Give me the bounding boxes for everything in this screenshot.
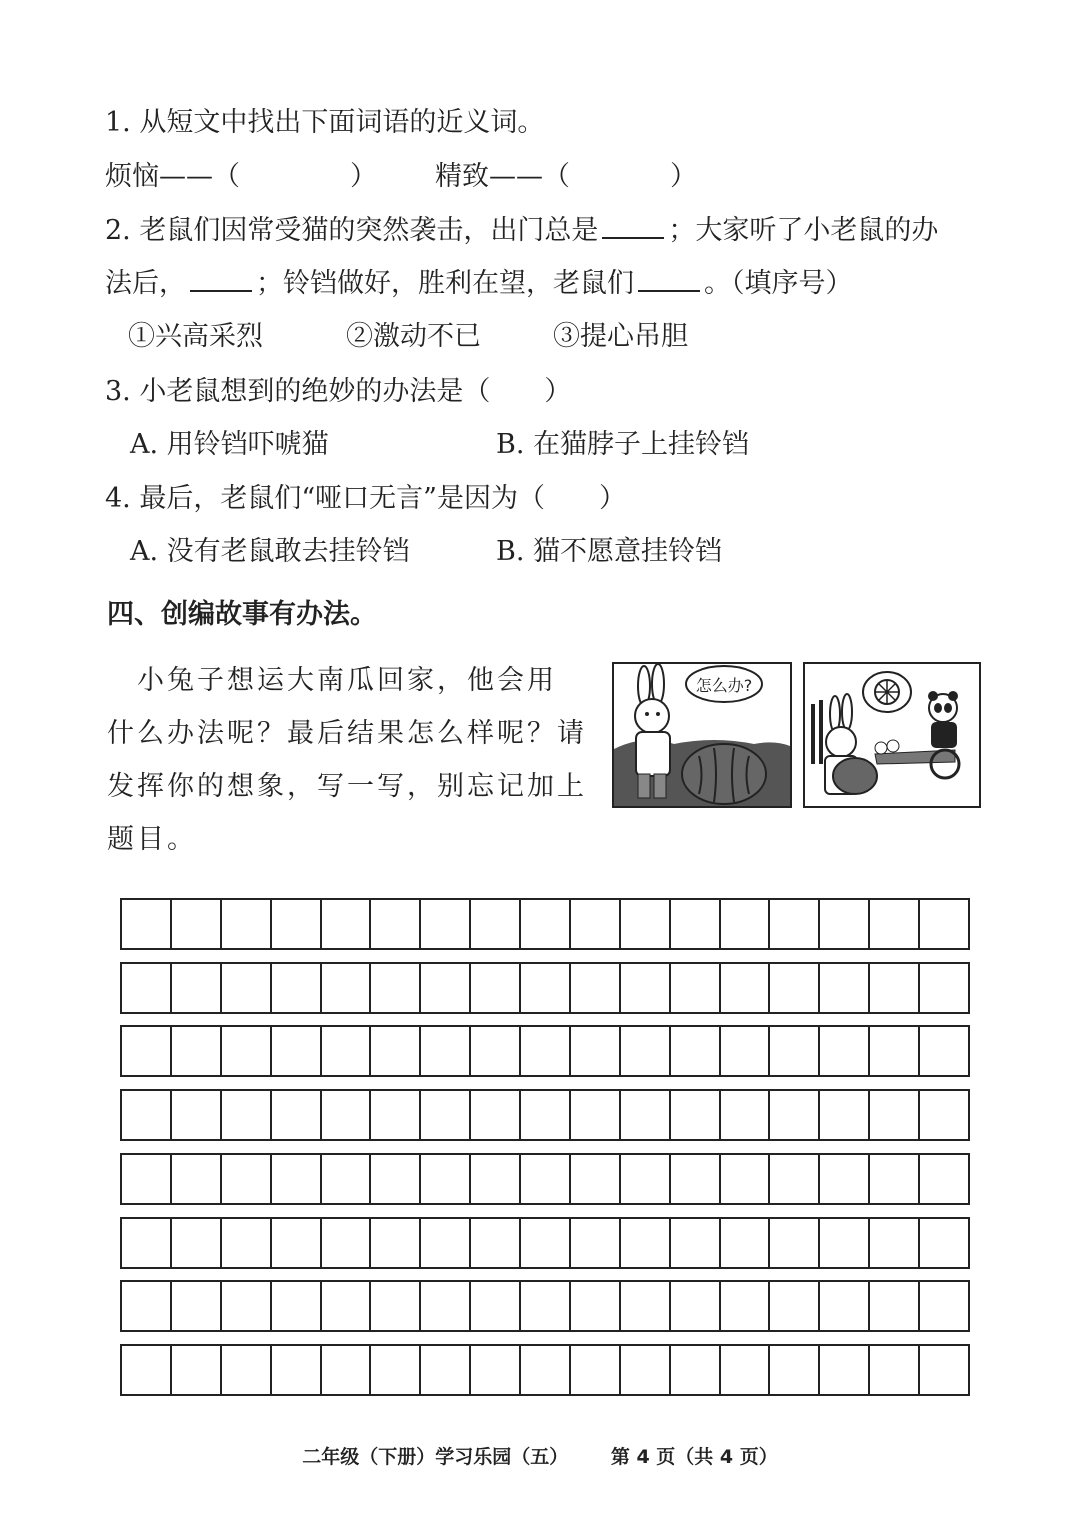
grid-cell[interactable]	[421, 964, 471, 1012]
grid-row	[120, 1280, 970, 1332]
grid-cell[interactable]	[322, 1091, 372, 1139]
grid-cell[interactable]	[671, 1155, 721, 1203]
grid-cell[interactable]	[671, 1027, 721, 1075]
grid-cell[interactable]	[521, 1155, 571, 1203]
grid-cell[interactable]	[870, 1346, 920, 1394]
grid-cell[interactable]	[671, 900, 721, 948]
grid-cell[interactable]	[571, 1219, 621, 1267]
q1-prompt: 1. 从短文中找出下面词语的近义词。	[105, 107, 545, 138]
grid-cell[interactable]	[521, 964, 571, 1012]
grid-cell[interactable]	[571, 900, 621, 948]
q4-option-a: A. 没有老鼠敢去挂铃铛	[130, 536, 410, 567]
grid-cell[interactable]	[521, 1346, 571, 1394]
grid-cell[interactable]	[621, 1091, 671, 1139]
grid-cell[interactable]	[571, 1346, 621, 1394]
grid-cell[interactable]	[371, 1282, 421, 1330]
grid-cell[interactable]	[421, 1155, 471, 1203]
grid-row	[120, 1153, 970, 1205]
grid-cell[interactable]	[571, 1027, 621, 1075]
grid-cell[interactable]	[471, 1155, 521, 1203]
grid-cell[interactable]	[172, 1282, 222, 1330]
grid-cell[interactable]	[920, 900, 968, 948]
grid-cell[interactable]	[770, 1346, 820, 1394]
grid-cell[interactable]	[222, 900, 272, 948]
grid-cell[interactable]	[721, 900, 771, 948]
grid-cell[interactable]	[870, 964, 920, 1012]
q3-option-a: A. 用铃铛吓唬猫	[130, 429, 329, 460]
grid-cell[interactable]	[820, 1091, 870, 1139]
grid-cell[interactable]	[870, 1091, 920, 1139]
grid-cell[interactable]	[721, 1282, 771, 1330]
q2-option-3: ③提心吊胆	[553, 321, 688, 352]
grid-cell[interactable]	[421, 900, 471, 948]
grid-cell[interactable]	[122, 1027, 172, 1075]
grid-cell[interactable]	[471, 1027, 521, 1075]
q2-line1-text-b: ；大家听了小老鼠的办	[668, 215, 939, 246]
grid-cell[interactable]	[820, 1155, 870, 1203]
q2-blank-3[interactable]	[638, 264, 700, 292]
grid-cell[interactable]	[471, 1091, 521, 1139]
grid-cell[interactable]	[920, 1027, 968, 1075]
grid-cell[interactable]	[671, 964, 721, 1012]
grid-cell[interactable]	[671, 1282, 721, 1330]
grid-cell[interactable]	[770, 1091, 820, 1139]
grid-cell[interactable]	[770, 1219, 820, 1267]
grid-cell[interactable]	[870, 900, 920, 948]
grid-cell[interactable]	[222, 964, 272, 1012]
grid-cell[interactable]	[770, 900, 820, 948]
q2-blank-2[interactable]	[190, 264, 252, 292]
grid-cell[interactable]	[322, 1346, 372, 1394]
grid-cell[interactable]	[122, 1155, 172, 1203]
grid-cell[interactable]	[222, 1091, 272, 1139]
grid-row	[120, 1089, 970, 1141]
grid-cell[interactable]	[920, 1346, 968, 1394]
grid-row	[120, 962, 970, 1014]
grid-cell[interactable]	[272, 1282, 322, 1330]
grid-cell[interactable]	[621, 964, 671, 1012]
grid-cell[interactable]	[222, 1219, 272, 1267]
grid-cell[interactable]	[272, 1219, 322, 1267]
grid-cell[interactable]	[571, 1091, 621, 1139]
grid-cell[interactable]	[172, 1155, 222, 1203]
grid-cell[interactable]	[820, 1219, 870, 1267]
q1-items	[105, 154, 697, 193]
grid-cell[interactable]	[122, 900, 172, 948]
story-line-2: 什么办法呢？最后结果怎么样呢？请	[107, 718, 587, 749]
grid-cell[interactable]	[820, 900, 870, 948]
grid-cell[interactable]	[521, 900, 571, 948]
grid-cell[interactable]	[322, 1155, 372, 1203]
grid-cell[interactable]	[621, 1027, 671, 1075]
grid-cell[interactable]	[721, 1219, 771, 1267]
q2-option-1: ①兴高采烈	[128, 321, 263, 352]
grid-cell[interactable]	[122, 1346, 172, 1394]
grid-cell[interactable]	[322, 1282, 372, 1330]
grid-cell[interactable]	[371, 1091, 421, 1139]
grid-cell[interactable]	[272, 964, 322, 1012]
rabbit-and-panda-illustration	[805, 664, 979, 806]
story-line-1: 小兔子想运大南瓜回家，他会用	[107, 665, 557, 696]
grid-cell[interactable]	[770, 1027, 820, 1075]
grid-cell[interactable]	[671, 1346, 721, 1394]
q2-line2-text-a: 法后，	[105, 268, 186, 299]
grid-cell[interactable]	[172, 1027, 222, 1075]
grid-cell[interactable]	[920, 964, 968, 1012]
grid-cell[interactable]	[421, 1346, 471, 1394]
grid-cell[interactable]	[122, 1282, 172, 1330]
grid-cell[interactable]	[371, 900, 421, 948]
q3-option-b: B. 在猫脖子上挂铃铛	[496, 429, 750, 460]
grid-cell[interactable]	[721, 1346, 771, 1394]
grid-cell[interactable]	[222, 1346, 272, 1394]
grid-cell[interactable]	[222, 1155, 272, 1203]
grid-cell[interactable]	[421, 1219, 471, 1267]
grid-cell[interactable]	[471, 1346, 521, 1394]
grid-cell[interactable]	[770, 1155, 820, 1203]
grid-cell[interactable]	[920, 1282, 968, 1330]
grid-cell[interactable]	[272, 1027, 322, 1075]
grid-cell[interactable]	[920, 1219, 968, 1267]
grid-row	[120, 1344, 970, 1396]
grid-cell[interactable]	[571, 1155, 621, 1203]
grid-cell[interactable]	[322, 1027, 372, 1075]
grid-cell[interactable]	[272, 1155, 322, 1203]
grid-cell[interactable]	[172, 1091, 222, 1139]
grid-cell[interactable]	[172, 964, 222, 1012]
q2-line2	[105, 261, 853, 300]
grid-cell[interactable]	[571, 964, 621, 1012]
grid-cell[interactable]	[521, 1091, 571, 1139]
grid-row	[120, 1217, 970, 1269]
grid-cell[interactable]	[371, 964, 421, 1012]
grid-cell[interactable]	[820, 1027, 870, 1075]
section4-heading: 四、创编故事有办法。	[107, 599, 377, 630]
grid-cell[interactable]	[471, 1219, 521, 1267]
grid-cell[interactable]	[122, 964, 172, 1012]
q4-option-b: B. 猫不愿意挂铃铛	[496, 536, 723, 567]
page-footer	[0, 1442, 1080, 1469]
grid-cell[interactable]	[272, 1091, 322, 1139]
grid-cell[interactable]	[521, 1282, 571, 1330]
grid-cell[interactable]	[621, 1155, 671, 1203]
speech-bubble-text: 怎么办?	[695, 676, 753, 695]
grid-cell[interactable]	[322, 900, 372, 948]
grid-cell[interactable]	[621, 1219, 671, 1267]
rabbit-thinking-illustration	[614, 664, 790, 806]
grid-row	[120, 1025, 970, 1077]
grid-cell[interactable]	[471, 1282, 521, 1330]
grid-cell[interactable]	[371, 1219, 421, 1267]
grid-cell[interactable]	[721, 1091, 771, 1139]
grid-cell[interactable]	[122, 1091, 172, 1139]
story-line-4: 题目。	[107, 824, 197, 855]
grid-cell[interactable]	[820, 1346, 870, 1394]
q2-line1	[105, 208, 938, 247]
q1-item2-close: ）	[670, 161, 697, 192]
grid-cell[interactable]	[770, 1282, 820, 1330]
grid-cell[interactable]	[721, 1155, 771, 1203]
q2-option-2: ②激动不已	[346, 321, 481, 352]
q1-item1: 烦恼——（	[105, 161, 240, 192]
grid-cell[interactable]	[371, 1346, 421, 1394]
grid-cell[interactable]	[222, 1027, 272, 1075]
grid-cell[interactable]	[671, 1091, 721, 1139]
q2-line1-text-a: 2. 老鼠们因常受猫的突然袭击，出门总是	[105, 215, 599, 246]
q4-prompt: 4. 最后，老鼠们“哑口无言”是因为（ ）	[105, 483, 626, 514]
grid-cell[interactable]	[421, 1282, 471, 1330]
grid-cell[interactable]	[272, 1346, 322, 1394]
grid-cell[interactable]	[122, 1219, 172, 1267]
grid-cell[interactable]	[322, 1219, 372, 1267]
grid-cell[interactable]	[172, 1219, 222, 1267]
grid-cell[interactable]	[172, 1346, 222, 1394]
grid-cell[interactable]	[721, 964, 771, 1012]
grid-row	[120, 898, 970, 950]
grid-cell[interactable]	[371, 1027, 421, 1075]
story-line-3: 发挥你的想象，写一写，别忘记加上	[107, 771, 587, 802]
q2-line2-text-b: ；铃铛做好，胜利在望，老鼠们	[256, 268, 634, 299]
grid-cell[interactable]	[471, 900, 521, 948]
grid-cell[interactable]	[571, 1282, 621, 1330]
grid-cell[interactable]	[521, 1027, 571, 1075]
grid-cell[interactable]	[272, 900, 322, 948]
grid-cell[interactable]	[621, 1282, 671, 1330]
grid-cell[interactable]	[870, 1219, 920, 1267]
q1-item2: 精致——（	[435, 161, 570, 192]
grid-cell[interactable]	[870, 1027, 920, 1075]
grid-cell[interactable]	[521, 1219, 571, 1267]
grid-cell[interactable]	[371, 1155, 421, 1203]
grid-cell[interactable]	[770, 964, 820, 1012]
footer-title: 二年级（下册）学习乐园（五）	[302, 1446, 569, 1468]
grid-cell[interactable]	[820, 1282, 870, 1330]
q2-blank-1[interactable]	[602, 211, 664, 239]
grid-cell[interactable]	[870, 1155, 920, 1203]
illustration-panel-1	[612, 662, 792, 808]
q3-prompt: 3. 小老鼠想到的绝妙的办法是（ ）	[105, 376, 572, 407]
grid-cell[interactable]	[870, 1282, 920, 1330]
grid-cell[interactable]	[920, 1091, 968, 1139]
illustration-panel-2	[803, 662, 981, 808]
grid-cell[interactable]	[421, 1027, 471, 1075]
q1-item1-close: ）	[350, 161, 377, 192]
grid-cell[interactable]	[671, 1219, 721, 1267]
grid-cell[interactable]	[421, 1091, 471, 1139]
grid-cell[interactable]	[322, 964, 372, 1012]
grid-cell[interactable]	[621, 1346, 671, 1394]
grid-cell[interactable]	[920, 1155, 968, 1203]
grid-cell[interactable]	[222, 1282, 272, 1330]
q2-line2-text-c: 。（填序号）	[704, 268, 853, 299]
footer-page-number: 第 4 页（共 4 页）	[610, 1446, 778, 1468]
grid-cell[interactable]	[820, 964, 870, 1012]
grid-cell[interactable]	[471, 964, 521, 1012]
grid-cell[interactable]	[621, 900, 671, 948]
grid-cell[interactable]	[721, 1027, 771, 1075]
grid-cell[interactable]	[172, 900, 222, 948]
